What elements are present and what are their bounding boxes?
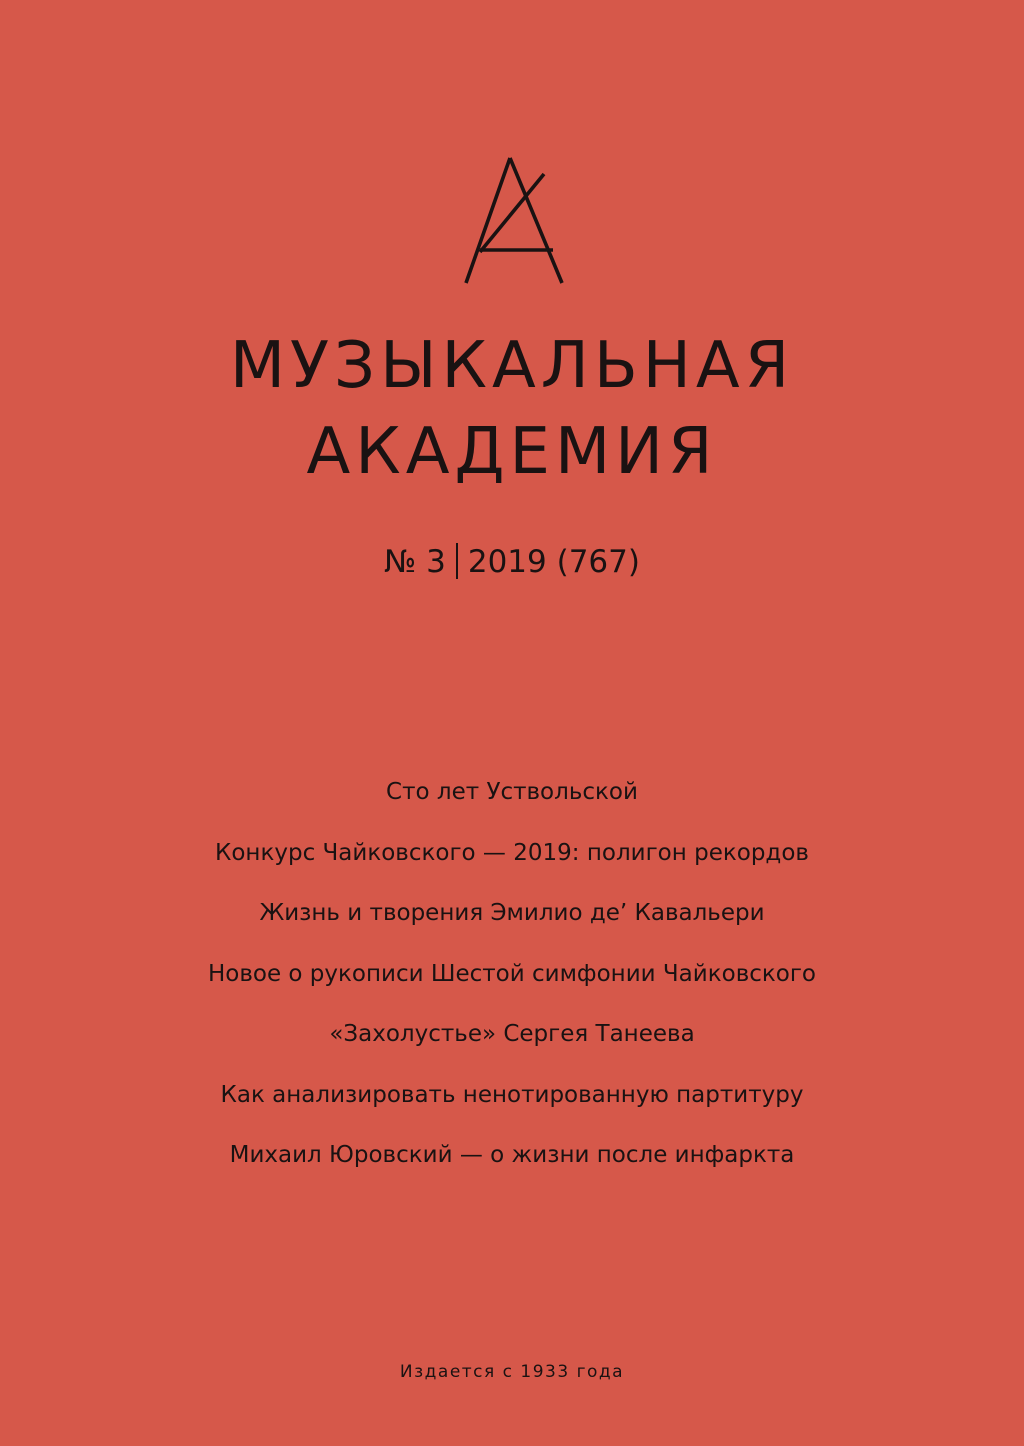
- magazine-logo-icon: [458, 156, 568, 286]
- contents-item: Сто лет Уствольской: [386, 779, 638, 805]
- contents-item: Как анализировать ненотированную партитуру: [220, 1081, 804, 1108]
- contents-item: Конкурс Чайковского — 2019: полигон рекордов: [215, 839, 809, 866]
- issue-year: 2019 (767): [467, 544, 640, 580]
- contents-item: Жизнь и творения Эмилио де’ Кавальери: [259, 900, 765, 926]
- issue-separator: [456, 543, 458, 579]
- issue-info: [0, 543, 1024, 579]
- published-since: Издается с 1933 года: [399, 1362, 625, 1382]
- contents-item: Новое о рукописи Шестой симфонии Чайковского: [207, 960, 817, 987]
- magazine-title-line-1: МУЗЫКАЛЬНАЯ: [229, 329, 795, 403]
- contents-item: Михаил Юровский — о жизни после инфаркта: [229, 1142, 795, 1168]
- magazine-title-line-2: АКАДЕМИЯ: [306, 415, 718, 489]
- issue-number: № 3: [384, 544, 446, 580]
- contents-list: [0, 775, 1024, 1199]
- contents-item: «Захолустье» Сергея Танеева: [329, 1021, 695, 1047]
